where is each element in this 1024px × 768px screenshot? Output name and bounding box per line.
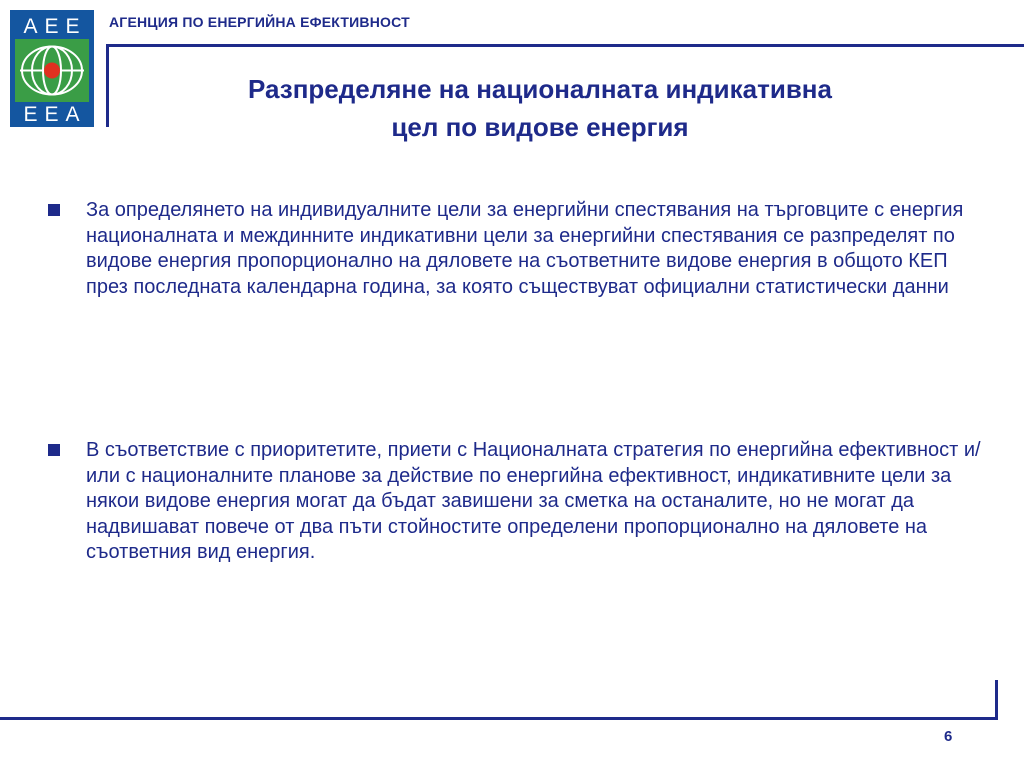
page-number: 6	[944, 728, 953, 745]
bullet-text: В съответствие с приоритетите, приети с Националната стратегия по енергийна ефективност и/или с националните планове за действие по енергийна ефективност, индикативните цели за някои видове енергия могат да бъдат завишени за сметка на останалите, но не могат да надвишават повече от два пъти стойностите определени пропорционално на дяловете на съответния вид енергия.	[86, 439, 981, 563]
logo-text-top: AEE	[23, 15, 87, 38]
square-bullet-icon	[48, 444, 60, 456]
slide-title-line-2: цел по видове енергия	[391, 112, 689, 142]
square-bullet-icon	[48, 204, 60, 216]
agency-name: АГЕНЦИЯ ПО ЕНЕРГИЙНА ЕФЕКТИВНОСТ	[109, 14, 410, 30]
slide-title	[140, 70, 940, 146]
footer-divider-vertical	[995, 680, 998, 720]
header-divider-vertical	[106, 44, 109, 127]
footer-divider-horizontal	[0, 717, 998, 720]
bullet-text: За определянето на индивидуалните цели за енергийни спестявания на търговците с енергия националната и междинните индикативни цели за енергийни спестявания се разпределят по видове енергия пропорционално на дяловете на съответните видове енергия в общото КЕП през последната календарна година, за която съществуват официални статистически данни	[86, 199, 964, 298]
agency-logo	[10, 10, 94, 127]
header-divider-horizontal	[108, 44, 1024, 47]
logo-text-bottom: EEA	[23, 103, 87, 126]
atom-icon	[15, 39, 89, 102]
slide-title-line-1: Разпределяне на националната индикативна	[248, 74, 832, 104]
logo-emblem	[15, 39, 89, 102]
